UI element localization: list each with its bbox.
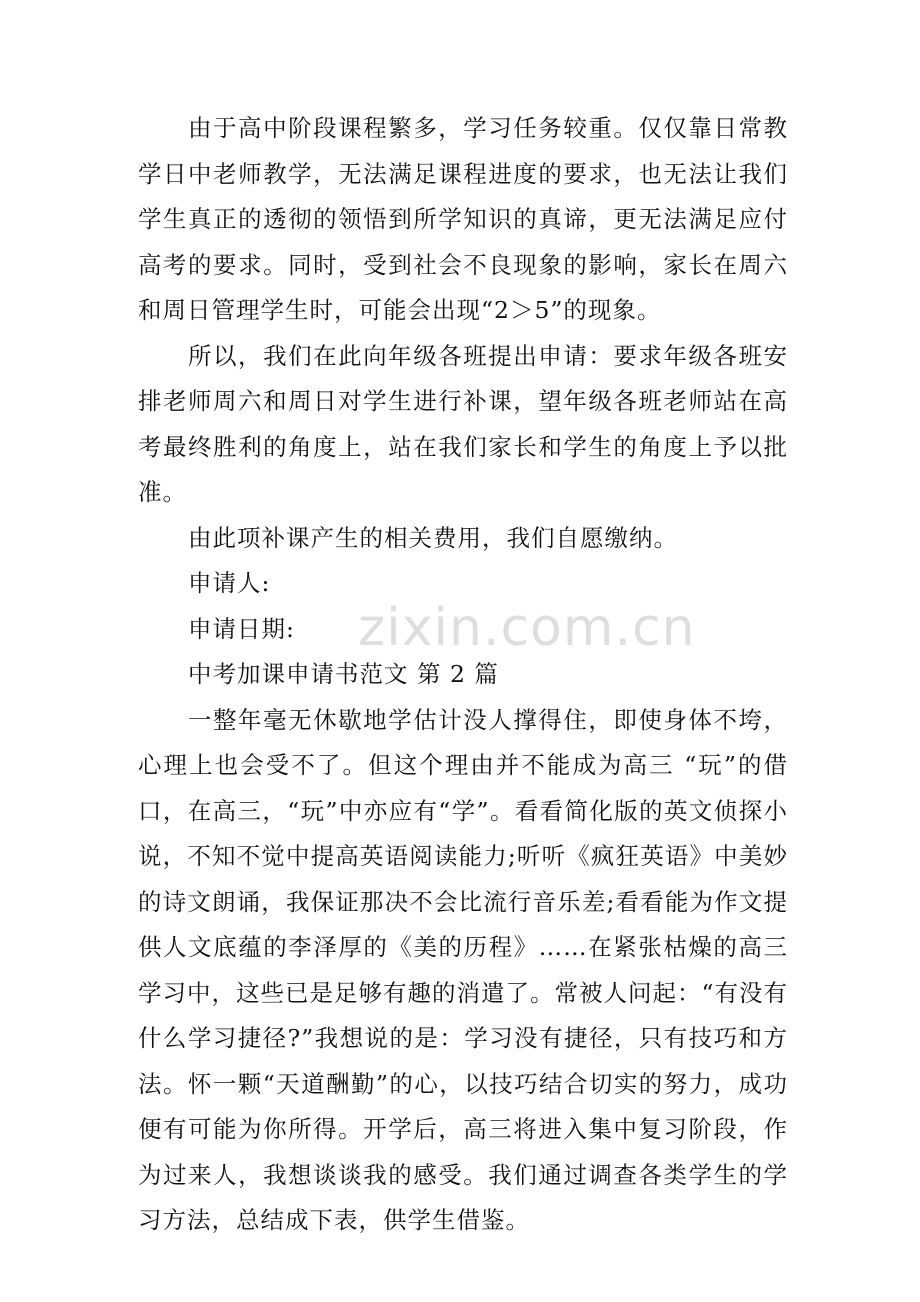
watermark: zixin.com.cn — [358, 598, 696, 658]
section-paragraph: 一整年毫无休歇地学估计没人撑得住，即使身体不垮，心理上也会受不了。但这个理由并不能成为高三 “玩”的借口，在高三，“玩”中亦应有“学”。看看简化版的英文侦探小说，不知不觉中提高英语阅读能力;听听《疯狂英语》中美妙的诗文朗诵，我保证那决不会比流行音乐差;看看能为作文提供人文底蕴的李泽厚的《美的历程》……在紧张枯燥的高三学习中，这些已是足够有趣的消遣了。常被人问起：“有没有什么学习捷径?”我想说的是：学习没有捷径，只有技巧和方法。怀一颗“天道酬勤”的心，以技巧结合切实的努力，成功便有可能为你所得。开学后，高三将进入集中复习阶段，作为过来人，我想谈谈我的感受。我们通过调查各类学生的学习方法，总结成下表，供学生借鉴。 — [138, 705, 789, 1234]
application-date-label: 申请日期: — [188, 614, 295, 643]
applicant-label: 申请人: — [188, 569, 271, 597]
paragraph-2: 所以，我们在此向年级各班提出申请：要求年级各班安排老师周六和周日对学生进行补课，望年级各班老师站在高考最终胜利的角度上，站在我们家长和学生的角度上予以批准。 — [138, 341, 788, 506]
document-body — [138, 106, 788, 1244]
paragraph-3: 由此项补课产生的相关费用，我们自愿缴纳。 — [188, 523, 678, 552]
paragraph-1: 由于高中阶段课程繁多，学习任务较重。仅仅靠日常教学日中老师教学，无法满足课程进度的要求，也无法让我们学生真正的透彻的领悟到所学知识的真谛，更无法满足应付高考的要求。同时，受到社会不良现象的影响，家长在周六和周日管理学生时，可能会出现“2＞5”的现象。 — [138, 114, 788, 324]
section-heading: 中考加课申请书范文 第 2 篇 — [188, 660, 499, 688]
